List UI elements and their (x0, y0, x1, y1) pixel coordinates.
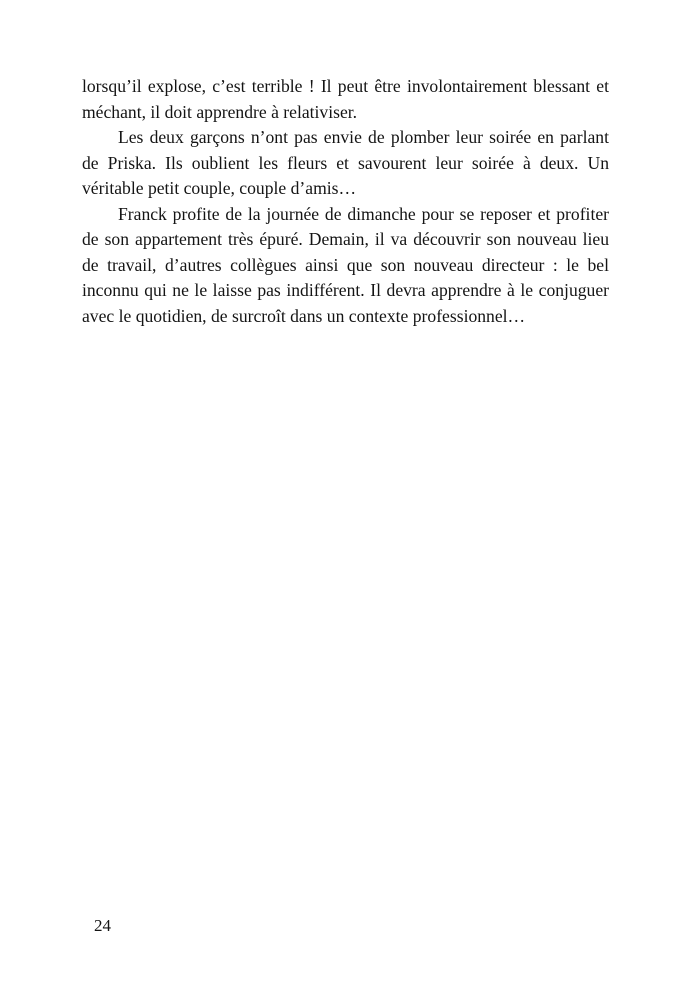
paragraph-continuation: lorsqu’il explose, c’est terrible ! Il peut être involontairement blessant et méchant, il doit apprendre à relativiser. (82, 76, 609, 122)
paragraph: Les deux garçons n’ont pas envie de plomber leur soirée en parlant de Priska. Ils oublient les fleurs et savourent leur soirée à deux. Un véritable petit couple, couple d’amis… (82, 127, 609, 198)
page-number: 24 (94, 916, 111, 935)
paragraph: Franck profite de la journée de dimanche pour se reposer et profiter de son appartement très épuré. Demain, il va découvrir son nouveau lieu de travail, d’autres collègues ainsi que son nouveau directeur : le bel inconnu qui ne le laisse pas indifférent. Il devra apprendre à le conjuguer avec le quotidien, de surcroît dans un contexte professionnel… (82, 203, 609, 326)
body-text (82, 74, 609, 329)
